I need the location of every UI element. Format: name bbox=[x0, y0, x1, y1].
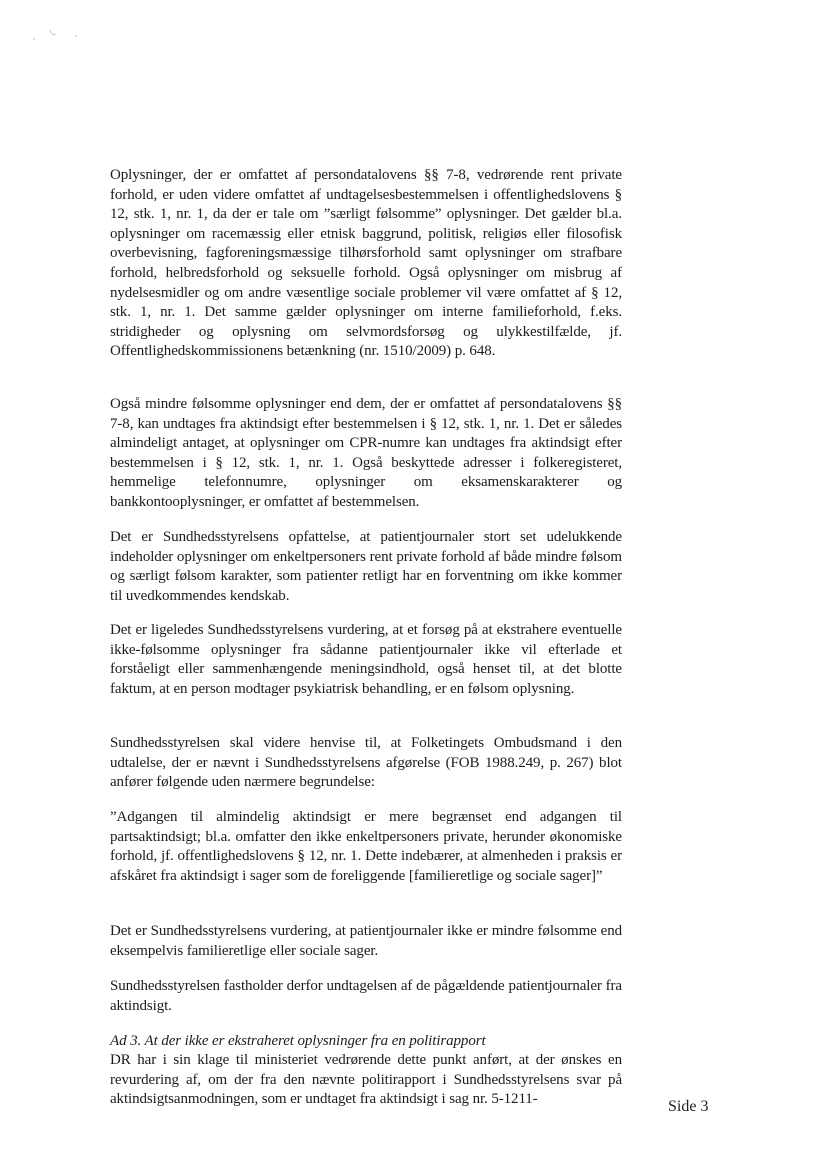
quote-paragraph: ”Adgangen til almindelig aktindsigt er mere begrænset end adgangen til partsaktindsigt; bl.a. omfatter den ikke enkeltpersoners private, herunder økonomiske forhold, jf. offentlighedslovens § 12, nr. 1. Dette indebærer, at almenheden i praksis er afskåret fra aktindsigt i sager som de foreliggende [familieretlige og sociale sager]” bbox=[110, 809, 622, 884]
paragraph-7: Det er Sundhedsstyrelsens vurdering, at patientjournaler ikke er mindre følsomme end eksempelvis familieretlige eller sociale sager. bbox=[110, 923, 622, 959]
paragraph-8: Sundhedsstyrelsen fastholder derfor undtagelsen af de pågældende patientjournaler fra aktindsigt. bbox=[110, 978, 622, 1014]
paragraph-5: Sundhedsstyrelsen skal videre henvise til, at Folketingets Ombudsmand i den udtalelse, der er nævnt i Sundhedsstyrelsens afgørelse (FOB 1988.249, p. 267) blot anfører følgende uden nærmere begrundelse: bbox=[110, 735, 622, 791]
section-heading: Ad 3. At der ikke er ekstraheret oplysninger fra en politirapport bbox=[110, 1033, 486, 1049]
paragraph-1: Oplysninger, der er omfattet af persondatalovens §§ 7-8, vedrørende rent private forhold, er uden videre omfattet af undtagelsesbestemmelsen i offentlighedslovens § 12, stk. 1, nr. 1, da der er tale om ”særligt følsomme” oplysninger. Det gælder bl.a. oplysninger om racemæssig eller etnisk baggrund, politisk, religiøs eller filosofisk overbevisning, fagforeningsmæssige tilhørsforhold samt oplysninger om strafbare forhold, helbredsforhold og seksuelle forhold. Også oplysninger om misbrug af nydelsesmidler og om andre væsentlige sociale problemer vil være omfattet af § 12, stk. 1, nr. 1. Det samme gælder oplysninger om interne familieforhold, f.eks. stridigheder og oplysning om selvmordsforsøg og ulykkestilfælde, jf. Offentlighedskommissionens betænkning (nr. 1510/2009) p. 648. bbox=[110, 167, 622, 360]
paragraph-2: Også mindre følsomme oplysninger end dem, der er omfattet af persondatalovens §§ 7-8, kan undtages fra aktindsigt efter bestemmelsen i § 12, stk. 1, nr. 1. Det er således almindeligt antaget, at oplysninger om CPR-numre kan undtages fra aktindsigt efter bestemmelsen i § 12, stk. 1, nr. 1. Også beskyttede adresser i folkeregisteret, hemmelige telefonnumre, oplysninger om eksamenskarakterer og bankkontooplysninger, er omfattet af bestemmelsen. bbox=[110, 396, 622, 510]
paragraph-3: Det er Sundhedsstyrelsens opfattelse, at patientjournaler stort set udelukkende indeholder oplysninger om enkeltpersoners rent private forhold af både mindre følsom og særligt følsom karakter, som patienter retligt har en forventning om ikke kommer til uvedkommendes kendskab. bbox=[110, 529, 622, 604]
paragraph-4: Det er ligeledes Sundhedsstyrelsens vurdering, at et forsøg på at ekstrahere eventuelle ikke-følsomme oplysninger fra sådanne patientjournaler ikke vil efterlade et forståeligt eller sammenhængende meningsindhold, også henset til, at det blotte faktum, at en person modtager psykiatrisk behandling, er en følsom oplysning. bbox=[110, 622, 622, 697]
final-paragraph: DR har i sin klage til ministeriet vedrørende dette punkt anført, at der ønskes en revurdering af, om der fra den nævnte politirapport i Sundhedsstyrelsens svar på aktindsigtsanmodningen, som er undtaget fra aktindsigt i sag nr. 5-1211- bbox=[110, 1052, 622, 1108]
page-number: Side 3 bbox=[668, 1098, 709, 1115]
scan-artifact-marks bbox=[28, 24, 88, 44]
